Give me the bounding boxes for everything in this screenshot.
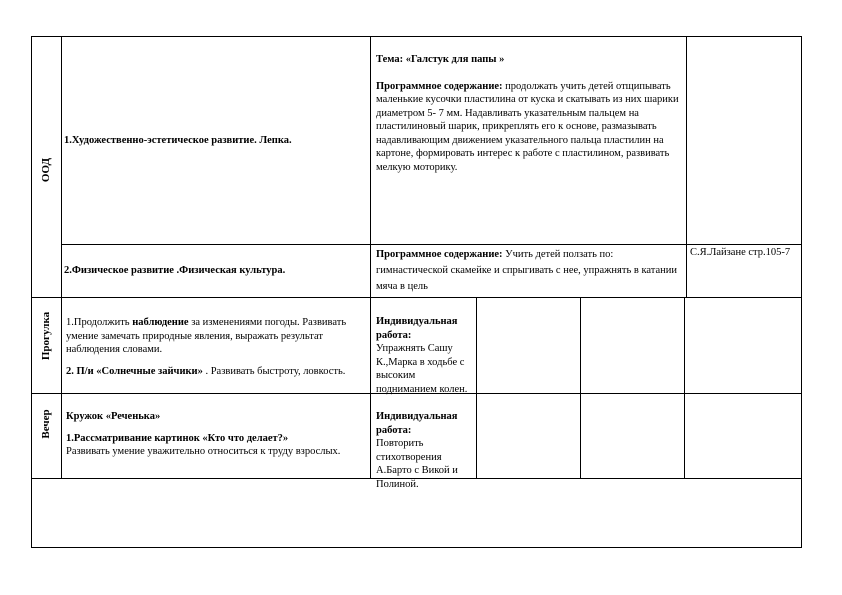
individual-text: Упражнять Сашу К.,Марка в ходьбе с высоким подниманием колен. (376, 343, 468, 395)
table-border-bottom (31, 547, 802, 548)
column-divider (686, 36, 687, 298)
program-2-label: Программное содержание: (376, 249, 503, 260)
program-text: продолжать учить детей отщипывать маленькие кусочки пластилина от куска и скатывать из них шарики диаметром 5- 7 мм. Надавливать указательным пальцем на пластилиновый шарик, прикреплять его к основе, размазывать надавливающим движением указательного пальца пластилин на картоне, формировать интерес к работе с пластилином, развивать мелкую моторику. (376, 80, 679, 173)
activity-1-title: 1.Художественно-эстетическое развитие. Лепка. (64, 135, 292, 146)
column-divider (370, 36, 371, 479)
ood-activity-2 (64, 264, 364, 278)
table-border-left (31, 36, 32, 548)
table-border-right (801, 36, 802, 548)
ood-program-content-2 (376, 247, 682, 295)
individual-text: Повторить стихотворения А.Барто с Викой и Полиной. (376, 438, 458, 490)
section-label-walk: Прогулка (40, 311, 52, 361)
column-divider (684, 297, 685, 479)
club-title: Кружок «Реченька» (66, 411, 161, 422)
reference-text: С.Я.Лайзане стр.105-7 (690, 247, 791, 258)
walk-individual-work (376, 315, 474, 395)
program-label: Программное содержание: (376, 80, 503, 92)
column-divider (476, 297, 477, 479)
walk-content: 1.Продолжить наблюдение за изменениями погоды. Развивать умение замечать природные явления, выражать результат наблюдения словами. 2. П/и «Солнечные зайчики» . Развивать быстроту, ловкость. (66, 317, 347, 377)
section-label-ood: ООД (40, 157, 52, 183)
methodical-reference (690, 245, 798, 260)
activity-2-title: 2.Физическое развитие .Физическая культура. (64, 265, 286, 276)
evening-content (66, 410, 364, 478)
observation-label: наблюдение (132, 317, 189, 328)
column-divider (61, 36, 62, 479)
game-title: 2. П/и «Солнечные зайчики» (66, 365, 203, 377)
section-label-evening: Вечер (40, 409, 52, 439)
evening-item-title: 1.Рассматривание картинок «Кто что делает?» (66, 432, 289, 444)
evening-individual-work (376, 410, 474, 490)
individual-label: Индивидуальная работа: (376, 316, 458, 341)
individual-label: Индивидуальная работа: (376, 411, 458, 436)
ood-program-content (376, 53, 682, 241)
theme-title: Тема: «Галстук для папы » (376, 54, 505, 65)
evening-item-text: Развивать умение уважительно относиться к труду взрослых. (66, 446, 341, 457)
ood-activity-1 (64, 134, 364, 148)
column-divider (580, 297, 581, 479)
program-2-text: Учить детей ползать по: гимнастической скамейке и спрыгивать с нее, упражнять в катании мяча в цель (376, 249, 678, 292)
